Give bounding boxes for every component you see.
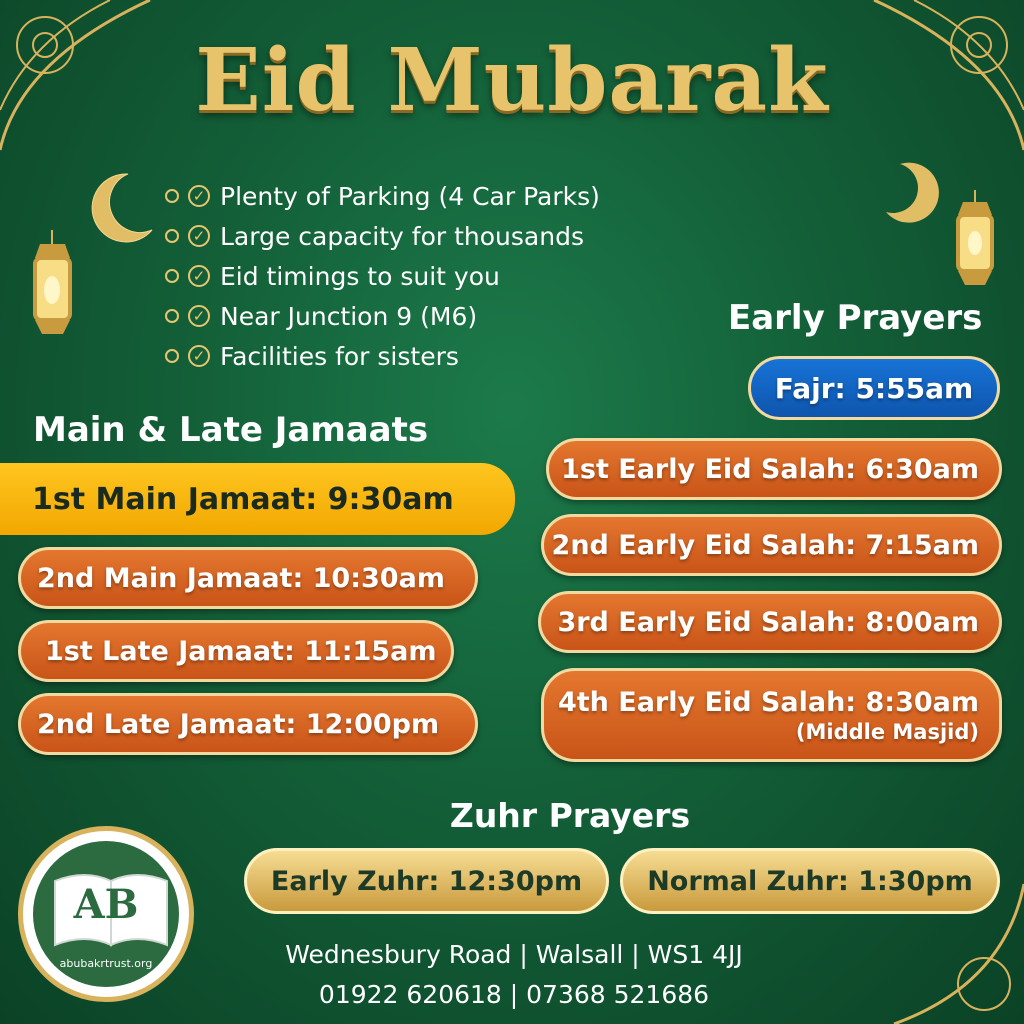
fajr-time-pill: Fajr: 5:55am [748,356,1000,420]
feature-item: ✓ Near Junction 9 (M6) [165,296,600,336]
feature-item: ✓ Facilities for sisters [165,336,600,376]
check-icon: ✓ [188,225,210,247]
early-eid-salah-2-pill: 2nd Early Eid Salah: 7:15am [541,514,1002,576]
logo-website: abubakrtrust.org [59,957,153,970]
main-late-heading: Main & Late Jamaats [33,410,429,450]
check-icon: ✓ [188,305,210,327]
main-jamaat-1-pill: 1st Main Jamaat: 9:30am [0,463,515,535]
check-icon: ✓ [188,345,210,367]
bullet-dot [165,349,179,363]
bullet-dot [165,189,179,203]
early-eid-salah-1-pill: 1st Early Eid Salah: 6:30am [546,438,1002,500]
crescent-icon [878,158,948,228]
bullet-dot [165,229,179,243]
early-eid-salah-4-label: 4th Early Eid Salah: 8:30am [557,686,979,718]
phone-line: 01922 620618 | 07368 521686 [318,980,710,1009]
lantern-icon [25,230,80,345]
lantern-icon [950,190,1000,295]
late-jamaat-1-pill: 1st Late Jamaat: 11:15am [18,620,454,682]
check-icon: ✓ [188,265,210,287]
bullet-dot [165,269,179,283]
feature-item: ✓ Plenty of Parking (4 Car Parks) [165,176,600,216]
page-title: Eid Mubarak [195,30,829,131]
address-line: Wednesbury Road | Walsall | WS1 4JJ [285,940,743,969]
main-jamaat-2-pill: 2nd Main Jamaat: 10:30am [18,547,478,609]
feature-item: ✓ Eid timings to suit you [165,256,600,296]
abubakr-trust-logo [18,826,194,1002]
normal-zuhr-pill: Normal Zuhr: 1:30pm [620,848,1000,914]
early-eid-salah-4-pill [541,668,1002,762]
early-prayers-heading: Early Prayers [728,298,983,338]
feature-list [165,176,600,376]
early-eid-salah-3-pill: 3rd Early Eid Salah: 8:00am [538,591,1002,653]
middle-masjid-note: (Middle Masjid) [795,719,979,744]
crescent-icon [78,168,158,248]
logo-letters: AB [73,881,139,928]
zuhr-prayers-heading: Zuhr Prayers [449,796,691,835]
late-jamaat-2-pill: 2nd Late Jamaat: 12:00pm [18,693,478,755]
check-icon: ✓ [188,185,210,207]
feature-item: ✓ Large capacity for thousands [165,216,600,256]
bullet-dot [165,309,179,323]
early-zuhr-pill: Early Zuhr: 12:30pm [244,848,609,914]
